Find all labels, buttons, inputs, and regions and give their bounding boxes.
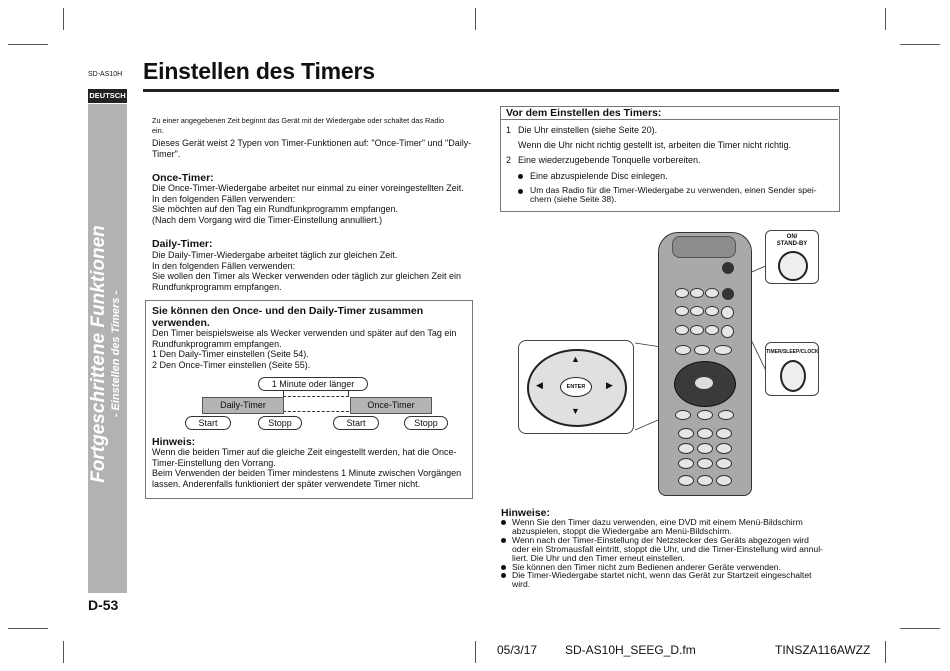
step1-note: Wenn die Uhr nicht richtig gestellt ist, arbeiten die Timer nicht richtig. (518, 140, 791, 150)
step2-bullet1: Eine abzuspielende Disc einlegen. (530, 171, 668, 181)
note-item: Die Timer-Wiedergabe startet nicht, wenn das Gerät zur Startzeit eingeschaltet wird. (501, 571, 839, 589)
daily-stop-label: Stopp (258, 416, 302, 430)
language-badge: DEUTSCH (88, 89, 127, 103)
bullet-dot (501, 573, 506, 578)
timer-sleep-clock-label: TIMER/SLEEP/CLOCK (766, 349, 819, 355)
crop-mark (885, 641, 886, 663)
step2-bullet2: Um das Radio für die Timer-Wiedergabe zu verwenden, einen Sender spei- chern (siehe Seite 38). (530, 185, 817, 204)
once-timer-text: Die Once-Timer-Wiedergabe arbeitet nur einmal zu einer voreingestellten Zeit. In den folgenden Fällen verwenden: Sie möchten auf den Tag ein Rundfunkprogramm empfangen. (Nach dem Vorgang wird die Timer-Einstellung annulliert.) (152, 183, 464, 225)
section-title: Fortgeschrittene Funktionen (88, 225, 109, 483)
note-item: Sie können den Timer nicht zum Bedienen anderer Geräte verwenden. (501, 563, 839, 572)
crop-mark (900, 628, 940, 629)
daily-timer-text: Die Daily-Timer-Wiedergabe arbeitet täglich zur gleichen Zeit. In den folgenden Fällen verwenden: Sie wollen den Timer als Wecker verwenden oder täglich zur gleichen Zeit ein Rundfunkprogramm empfangen. (152, 250, 461, 292)
remote-timer-button (722, 288, 734, 300)
crop-mark (63, 8, 64, 30)
on-standby-label-2: STAND-BY (776, 241, 808, 247)
page-number: D-53 (88, 597, 119, 613)
step1-number: 1 (506, 125, 512, 135)
step2-number: 2 (506, 155, 512, 165)
right-arrow-icon: ▶ (606, 380, 613, 390)
once-timer-bar: Once-Timer (350, 397, 432, 414)
notes-list (501, 518, 839, 589)
power-icon (778, 251, 808, 281)
intro-types: Dieses Gerät weist 2 Typen von Timer-Funktionen auf: "Once-Timer" und "Daily- Timer". (152, 138, 472, 159)
left-arrow-icon: ◀ (536, 380, 543, 390)
bullet-dot (518, 174, 523, 179)
before-heading: Vor dem Einstellen des Timers: (506, 107, 662, 119)
once-stop-label: Stopp (404, 416, 448, 430)
combined-box-text: Den Timer beispielsweise als Wecker verwenden und später auf den Tag ein Rundfunkprogramm empfangen. 1 Den Daily-Timer einstellen (Seite 54). 2 Den Once-Timer einstellen (Seite 55). (152, 328, 457, 370)
remote-power-button (722, 262, 734, 274)
crop-mark (885, 8, 886, 30)
once-start-label: Start (333, 416, 379, 430)
on-standby-callout (765, 230, 819, 284)
up-arrow-icon: ▲ (571, 354, 580, 364)
bullet-dot (518, 189, 523, 194)
combined-box-heading: Sie können den Once- und den Daily-Timer zusammen verwenden. (152, 305, 424, 329)
title-rule (143, 89, 839, 92)
timer-sleep-clock-callout (765, 342, 819, 396)
timer-button-icon (780, 360, 806, 392)
footer-date: 05/3/17 (497, 643, 538, 657)
step2-text: Eine wiederzugebende Tonquelle vorbereiten. (518, 155, 701, 165)
crop-mark (900, 44, 940, 45)
bullet-dot (501, 538, 506, 543)
crop-mark (8, 44, 48, 45)
enter-button: ENTER (560, 377, 592, 397)
daily-timer-heading: Daily-Timer: (152, 238, 213, 250)
remote-ir-window (672, 236, 736, 258)
cursor-callout (518, 340, 634, 434)
crop-mark (8, 628, 48, 629)
model-label: SD-AS10H (88, 71, 123, 78)
section-subtitle: - Einstellen des Timers - (110, 290, 122, 418)
note-item: Wenn Sie den Timer dazu verwenden, eine DVD mit einem Menü-Bildschirm abzuspielen, stoppt die Wiedergabe am Menü-Bildschirm. (501, 518, 839, 536)
daily-timer-bar: Daily-Timer (202, 397, 284, 414)
crop-mark (475, 8, 476, 30)
hinweis-heading: Hinweis: (152, 436, 196, 448)
crop-mark (475, 641, 476, 663)
footer-code: TINSZA116AWZZ (775, 643, 871, 657)
step1-text: Die Uhr einstellen (siehe Seite 20). (518, 125, 658, 135)
on-standby-label-1: ON/ (786, 234, 798, 240)
sidebar-band (88, 104, 127, 593)
bullet-dot (501, 520, 506, 525)
note-item: Wenn nach der Timer-Einstellung der Netzstecker des Geräts abgezogen wird oder ein Stromausfall eintritt, stoppt die Uhr, und die Timer-Einstellung wird annul- liert. Die Uhr und den Timer erneut einstellen. (501, 536, 839, 563)
remote-enter-small (695, 377, 713, 389)
down-arrow-icon: ▼ (571, 406, 580, 416)
bullet-dot (501, 565, 506, 570)
daily-start-label: Start (185, 416, 231, 430)
crop-mark (63, 641, 64, 663)
intro-text: Zu einer angegebenen Zeit beginnt das Gerät mit der Wiedergabe oder schaltet das Radio ein. (152, 116, 445, 135)
footer-filename: SD-AS10H_SEEG_D.fm (565, 643, 696, 657)
once-timer-heading: Once-Timer: (152, 172, 214, 184)
gap-label: 1 Minute oder länger (258, 377, 368, 391)
hinweis-text: Wenn die beiden Timer auf die gleiche Zeit eingestellt werden, hat die Once- Timer-Einstellung den Vorrang. Beim Verwenden der beiden Timer mindestens 1 Minute zwischen Vorgängen lassen. Anderenfalls funktioniert der später verwendete Timer nicht. (152, 447, 462, 489)
page-title: Einstellen des Timers (143, 58, 375, 84)
notes-heading: Hinweise: (501, 507, 551, 519)
